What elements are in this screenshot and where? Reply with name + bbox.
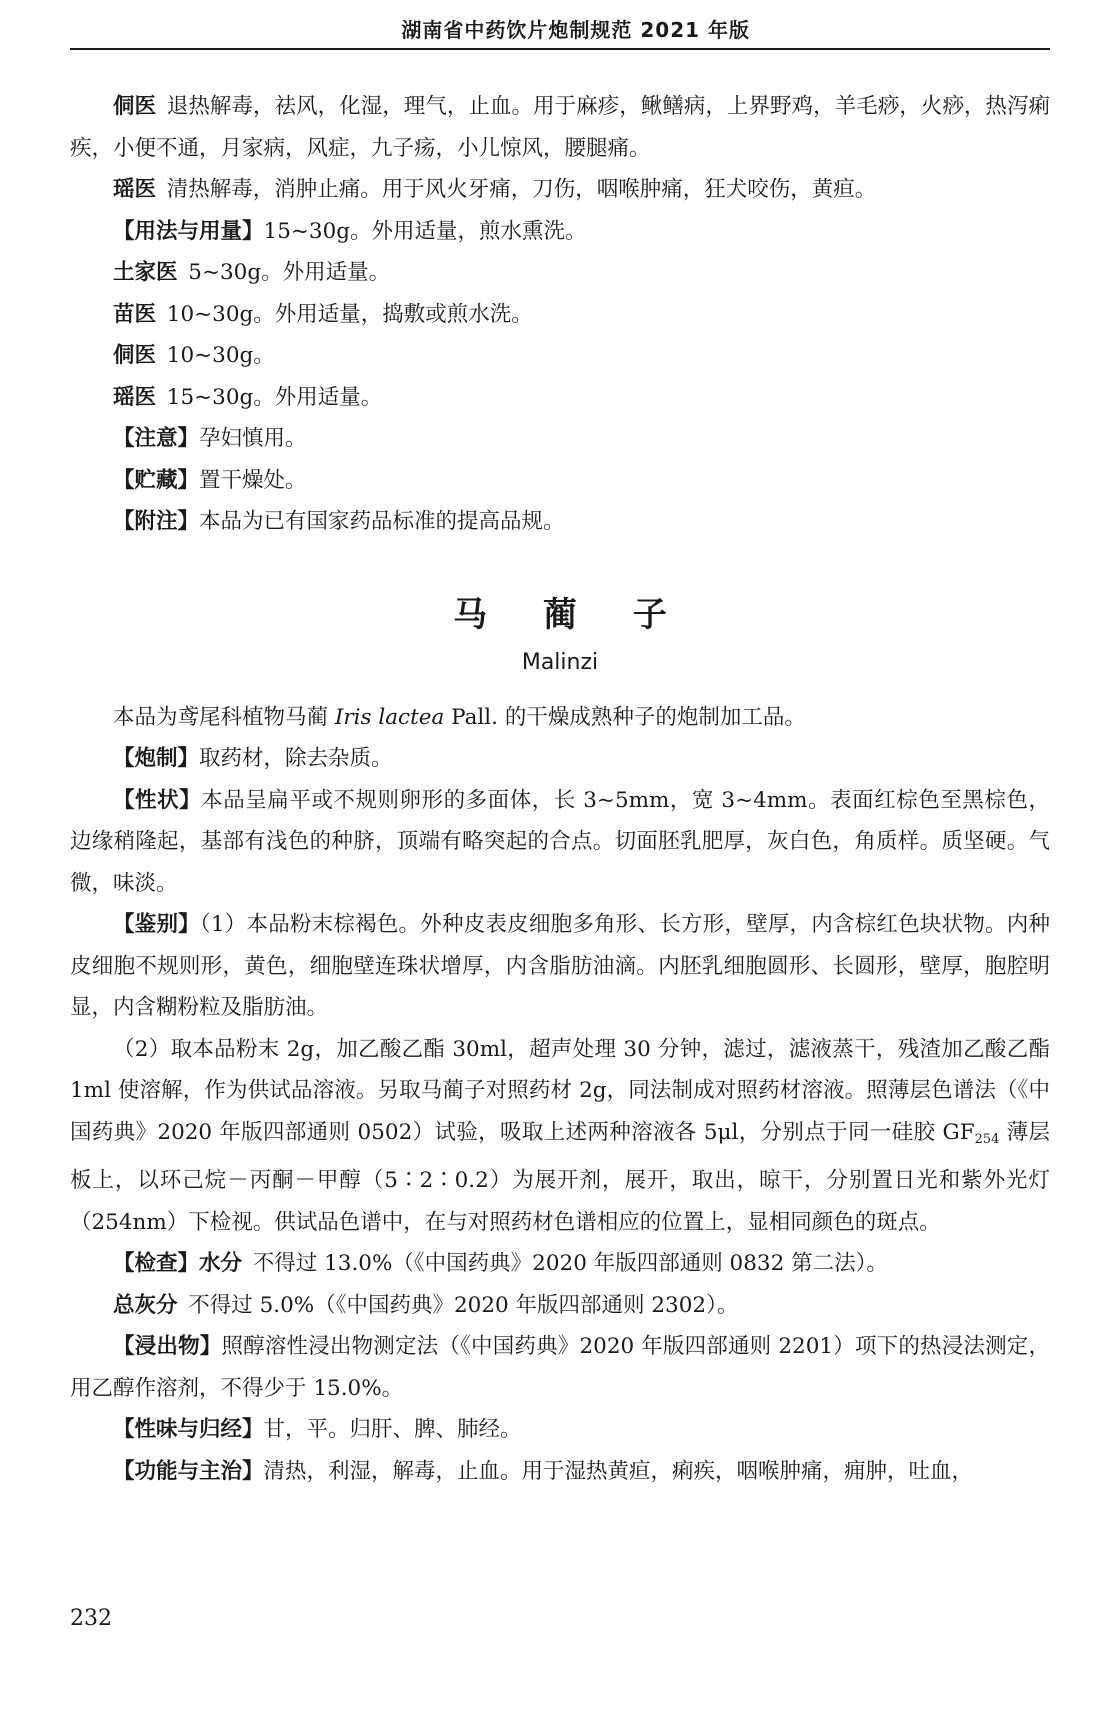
- section-label: 【功能与主治】: [113, 1458, 264, 1484]
- paragraph-text: 不得过 5.0%（《中国药典》2020 年版四部通则 2302）。: [188, 1292, 739, 1318]
- subscript: 254: [974, 1131, 1000, 1147]
- paragraph-text: 孕妇慎用。: [199, 426, 307, 451]
- paragraph-text: （1）本品粉末棕褐色。外种皮表皮细胞多角形、长方形，壁厚，内含棕红色块状物。内种皮细胞不规则形，黄色，细胞壁连珠状增厚，内含脂肪油滴。内胚乳细胞圆形、长圆形，壁厚，胞腔明显，内含糊粉粒及脂肪油。: [70, 912, 1050, 1020]
- section-label: 【贮藏】: [113, 467, 200, 493]
- tlc-paragraph: [70, 1029, 1050, 1244]
- paragraph-text: 甘，平。归肝、脾、肺经。: [263, 1417, 522, 1442]
- section-label: 土家医: [113, 260, 178, 285]
- intro-paragraph: [70, 697, 1050, 739]
- section-label: 苗医: [113, 301, 157, 327]
- extract-paragraph: [70, 1326, 1050, 1409]
- section-sublabel: 水分: [199, 1251, 243, 1276]
- paragraph-text: 不得过 13.0%（《中国药典》2020 年版四部通则 0832 第二法）。: [252, 1251, 888, 1276]
- identification-paragraph: [70, 904, 1050, 1029]
- paragraph-text: 本品呈扁平或不规则卵形的多面体，长 3~5mm，宽 3~4mm。表面红棕色至黑棕色，边缘稍隆起，基部有浅色的种脐，顶端有略突起的合点。切面胚乳肥厚，灰白色，角质样。质坚硬。气微，味淡。: [70, 787, 1050, 896]
- paragraph-text: 退热解毒，祛风，化湿，理气，止血。用于麻疹，鳅鳝病，上界野鸡，羊毛痧，火痧，热泻痢疾，小便不通，月家病，风症，九子疡，小儿惊风，腰腿痛。: [70, 94, 1050, 161]
- page-number: 232: [70, 1606, 112, 1631]
- section-label: 【注意】: [113, 426, 200, 451]
- section-label: 瑶医: [113, 384, 157, 410]
- yao-function-paragraph: [70, 169, 1050, 211]
- intro-text-end: Pall. 的干燥成熟种子的炮制加工品。: [444, 704, 806, 730]
- section-label: 侗医: [113, 343, 157, 368]
- running-title: 湖南省中药饮片炮制规范 2021 年版: [401, 17, 750, 42]
- paragraph-text: 5~30g。外用适量。: [188, 260, 391, 285]
- latin-name: Iris lactea: [334, 704, 445, 730]
- entry-title: 马 蔺 子: [453, 594, 689, 635]
- paragraph-text: 本品为已有国家药品标准的提高品规。: [199, 509, 565, 534]
- section-label: 【用法与用量】: [113, 218, 264, 244]
- paragraph-text: 10~30g。: [166, 343, 275, 368]
- section-label: 【附注】: [113, 509, 200, 534]
- nature-paragraph: [70, 1409, 1050, 1451]
- caution-paragraph: [70, 418, 1050, 460]
- dong-dose-paragraph: [70, 335, 1050, 377]
- section-label: 【鉴别】: [113, 912, 200, 937]
- section-label: 瑶医: [113, 177, 157, 202]
- check-paragraph: [70, 1243, 1050, 1285]
- tujia-dose-paragraph: [70, 252, 1050, 294]
- functions-paragraph: [70, 1451, 1050, 1493]
- storage-paragraph: [70, 460, 1050, 502]
- paragraph-text-cont: 薄层板上，以环己烷－丙酮－甲醇（5∶2∶0.2）为展开剂，展开，取出，晾干，分别置日光和紫外光灯（254nm）下检视。供试品色谱中，在与对照药材色谱相应的位置上，显相同颜色的斑点。: [70, 1119, 1050, 1235]
- paragraph-text: 取药材，除去杂质。: [199, 746, 393, 771]
- ash-paragraph: [70, 1285, 1050, 1327]
- paragraph-text: 置干燥处。: [199, 467, 307, 493]
- processing-paragraph: [70, 738, 1050, 780]
- yao-dose-paragraph: [70, 377, 1050, 419]
- section-label: 【浸出物】: [113, 1334, 222, 1359]
- running-header: [70, 8, 1050, 50]
- paragraph-text: 15~30g。外用适量，煎水熏洗。: [263, 218, 587, 244]
- page-content: [70, 86, 1050, 1492]
- section-label: 【性状】: [113, 787, 202, 813]
- section-label: 总灰分: [113, 1292, 178, 1318]
- dong-function-paragraph: [70, 86, 1050, 169]
- paragraph-text: （2）取本品粉末 2g，加乙酸乙酯 30ml，超声处理 30 分钟，滤过，滤液蒸干，残渣加乙酸乙酯 1ml 使溶解，作为供试品溶液。另取马蔺子对照药材 2g，同法制成对照药材溶液。照薄层色谱法（《中国药典》2020 年版四部通则 0502）试验，吸取上述两种溶液各 5μl，分别点于同一硅胶 GF: [70, 1036, 1050, 1145]
- note-paragraph: [70, 501, 1050, 543]
- paragraph-text: 清热，利湿，解毒，止血。用于湿热黄疸，痢疾，咽喉肿痛，痈肿，吐血，: [263, 1458, 974, 1484]
- usage-paragraph: [70, 211, 1050, 253]
- entry-title-block: [70, 587, 1050, 683]
- section-label: 【炮制】: [113, 746, 200, 771]
- intro-text: 本品为鸢尾科植物马蔺: [113, 704, 335, 730]
- section-label: 【检查】: [113, 1251, 200, 1276]
- section-label: 侗医: [113, 94, 157, 119]
- miao-dose-paragraph: [70, 294, 1050, 336]
- properties-paragraph: [70, 780, 1050, 905]
- entry-pinyin: Malinzi: [521, 649, 599, 675]
- paragraph-text: 15~30g。外用适量。: [166, 384, 383, 410]
- paragraph-text: 清热解毒，消肿止痛。用于风火牙痛，刀伤，咽喉肿痛，狂犬咬伤，黄疸。: [166, 177, 877, 202]
- section-label: 【性味与归经】: [113, 1417, 264, 1442]
- paragraph-text: 照醇溶性浸出物测定法（《中国药典》2020 年版四部通则 2201）项下的热浸法测定，用乙醇作溶剂，不得少于 15.0%。: [70, 1334, 1050, 1401]
- paragraph-text: 10~30g。外用适量，捣敷或煎水洗。: [166, 301, 533, 327]
